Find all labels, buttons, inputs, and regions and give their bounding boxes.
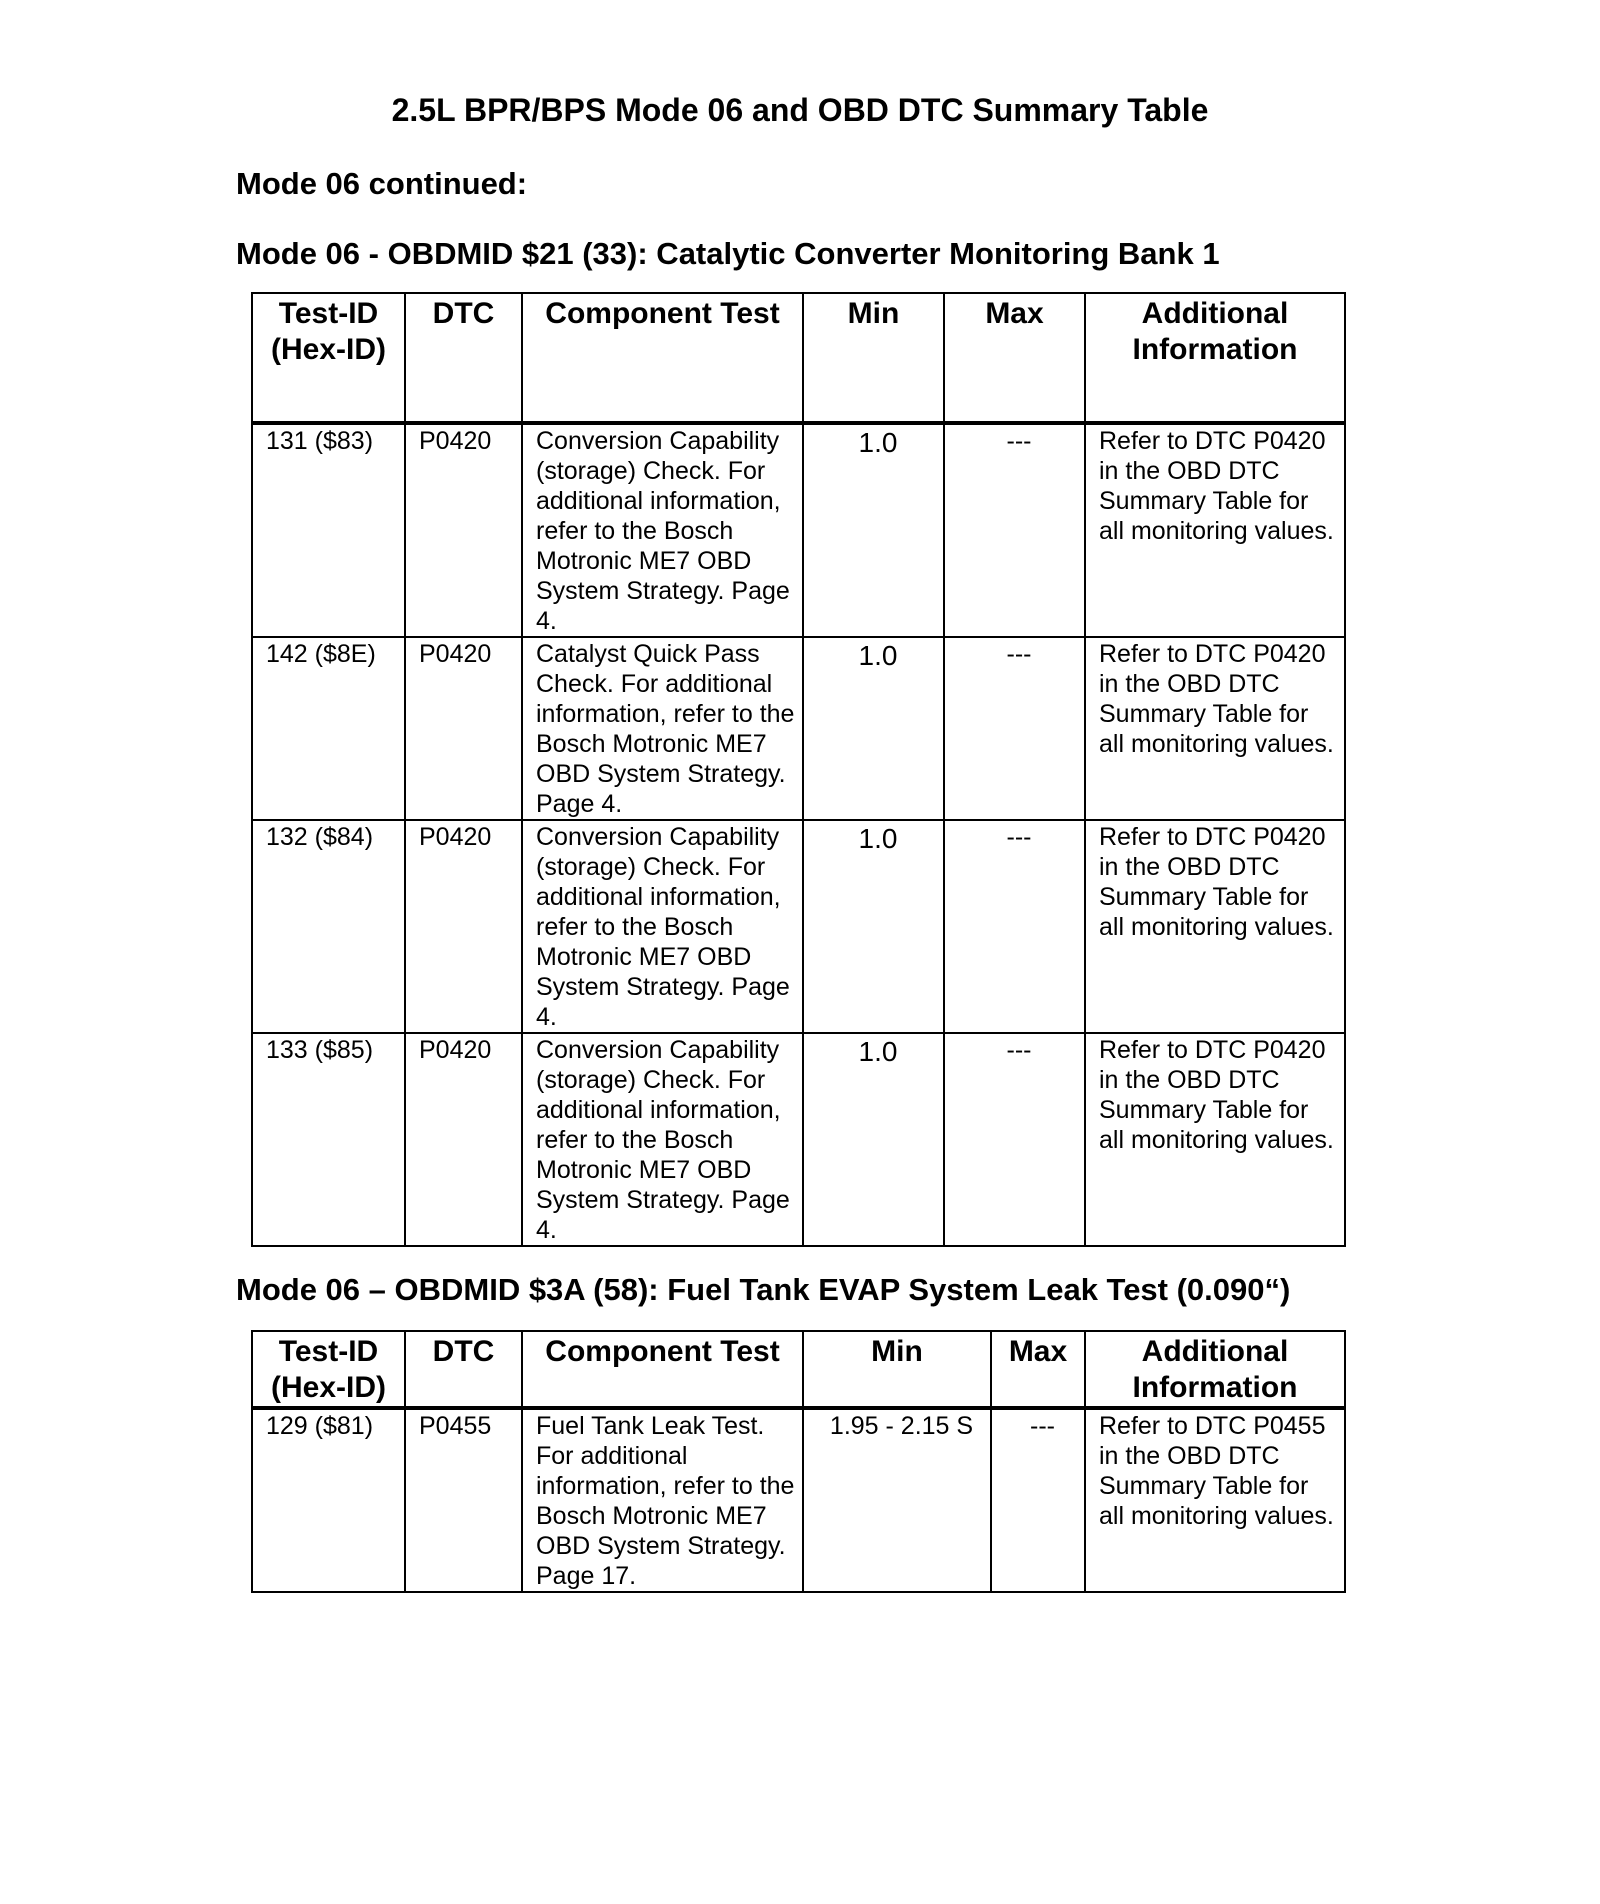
table-row [252, 1033, 1345, 1246]
col-header-additional-info: Additional Information [1085, 293, 1345, 423]
col-header-min: Min [803, 1331, 991, 1408]
additional-info-cell: Refer to DTC P0420 in the OBD DTC Summary Table for all monitoring values. [1085, 820, 1345, 1033]
test-id-cell: 129 ($81) [252, 1408, 405, 1592]
table-row [252, 423, 1345, 637]
max-cell: --- [944, 820, 1085, 1033]
max-cell: --- [944, 1033, 1085, 1246]
col-header-additional-info: Additional Information [1085, 1331, 1345, 1408]
max-cell: --- [944, 423, 1085, 637]
dtc-cell: P0420 [405, 1033, 522, 1246]
min-value: 1.0 [858, 640, 898, 671]
test-id-cell: 131 ($83) [252, 423, 405, 637]
table-row [252, 1408, 1345, 1592]
additional-info-cell: Refer to DTC P0455 in the OBD DTC Summary Table for all monitoring values. [1085, 1408, 1345, 1592]
component-test-cell: Fuel Tank Leak Test. For additional information, refer to the Bosch Motronic ME7 OBD System Strategy. Page 17. [522, 1408, 803, 1592]
test-id-cell: 132 ($84) [252, 820, 405, 1033]
test-id-cell: 133 ($85) [252, 1033, 405, 1246]
catalytic-converter-table [251, 292, 1346, 1247]
dtc-cell: P0420 [405, 820, 522, 1033]
test-id-cell: 142 ($8E) [252, 637, 405, 820]
col-header-dtc: DTC [405, 293, 522, 423]
max-cell: --- [944, 637, 1085, 820]
table-header-row [252, 1331, 1345, 1408]
min-value: 1.0 [858, 427, 898, 458]
col-header-min: Min [803, 293, 944, 423]
page-title: 2.5L BPR/BPS Mode 06 and OBD DTC Summary Table [391, 92, 1209, 128]
table-row [252, 820, 1345, 1033]
component-test-cell: Catalyst Quick Pass Check. For additional information, refer to the Bosch Motronic ME7 OBD System Strategy. Page 4. [522, 637, 803, 820]
component-test-cell: Conversion Capability (storage) Check. For additional information, refer to the Bosch Motronic ME7 OBD System Strategy. Page 4. [522, 1033, 803, 1246]
col-header-max: Max [944, 293, 1085, 423]
max-cell: --- [991, 1408, 1085, 1592]
table-row [252, 637, 1345, 820]
evap-leak-test-table [251, 1330, 1346, 1593]
min-cell: 1.95 - 2.15 S [803, 1408, 991, 1592]
component-test-cell: Conversion Capability (storage) Check. For additional information, refer to the Bosch Motronic ME7 OBD System Strategy. Page 4. [522, 820, 803, 1033]
col-header-max: Max [991, 1331, 1085, 1408]
col-header-test-id: Test-ID (Hex-ID) [252, 1331, 405, 1408]
col-header-component-test: Component Test [522, 293, 803, 423]
table1-heading: Mode 06 - OBDMID $21 (33): Catalytic Converter Monitoring Bank 1 [236, 236, 1220, 271]
table2-heading: Mode 06 – OBDMID $3A (58): Fuel Tank EVAP System Leak Test (0.090“) [236, 1272, 1291, 1307]
col-header-test-id: Test-ID (Hex-ID) [252, 293, 405, 423]
min-cell [803, 637, 944, 820]
dtc-cell: P0420 [405, 637, 522, 820]
component-test-cell: Conversion Capability (storage) Check. For additional information, refer to the Bosch Motronic ME7 OBD System Strategy. Page 4. [522, 423, 803, 637]
min-value: 1.0 [858, 823, 898, 854]
additional-info-cell: Refer to DTC P0420 in the OBD DTC Summary Table for all monitoring values. [1085, 637, 1345, 820]
col-header-component-test: Component Test [522, 1331, 803, 1408]
continued-label: Mode 06 continued: [236, 166, 528, 201]
min-cell [803, 820, 944, 1033]
additional-info-cell: Refer to DTC P0420 in the OBD DTC Summary Table for all monitoring values. [1085, 1033, 1345, 1246]
col-header-dtc: DTC [405, 1331, 522, 1408]
dtc-cell: P0455 [405, 1408, 522, 1592]
additional-info-cell: Refer to DTC P0420 in the OBD DTC Summary Table for all monitoring values. [1085, 423, 1345, 637]
table-header-row [252, 293, 1345, 423]
min-cell [803, 423, 944, 637]
dtc-cell: P0420 [405, 423, 522, 637]
min-value: 1.0 [858, 1036, 898, 1067]
min-cell [803, 1033, 944, 1246]
